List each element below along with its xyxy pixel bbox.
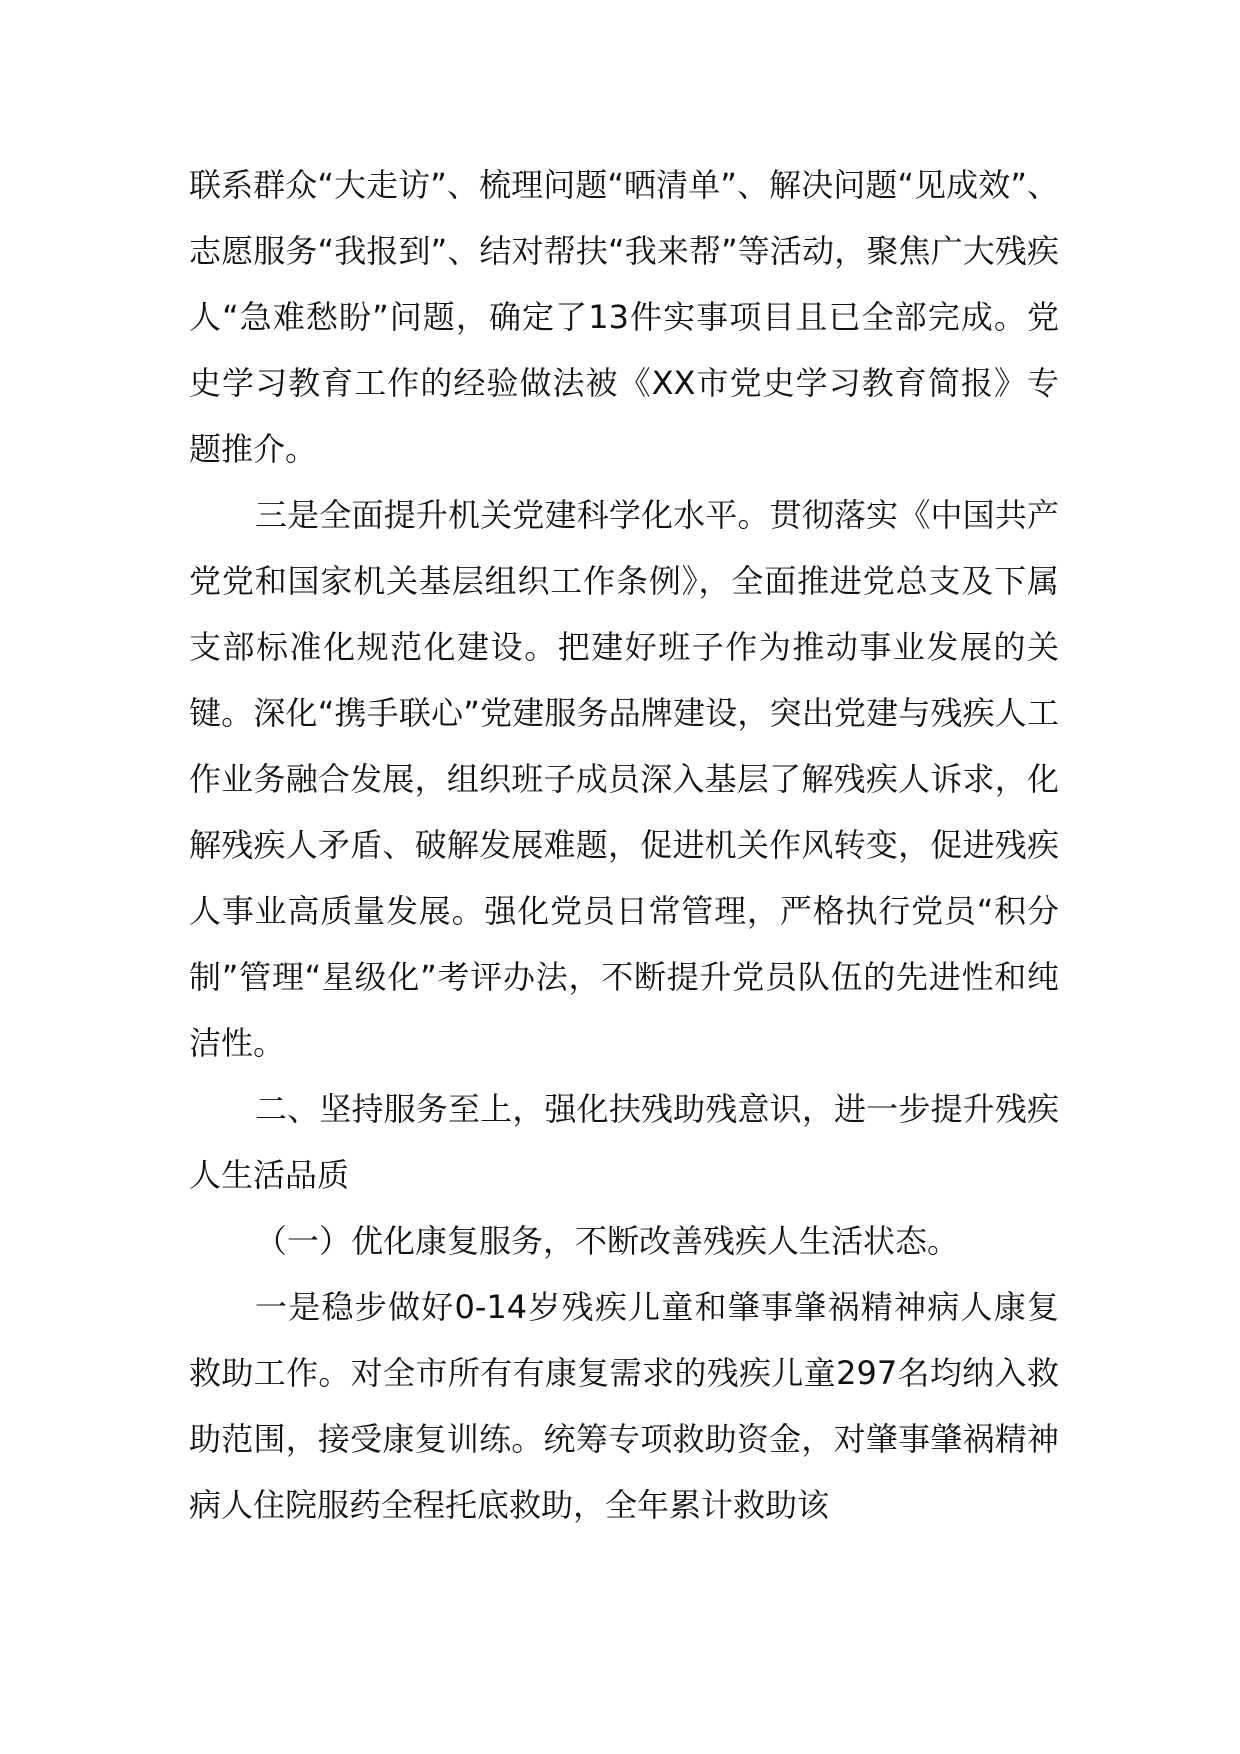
- paragraph-community-activities: 联系群众“大走访”、梳理问题“晒清单”、解决问题“见成效”、志愿服务“我报到”、结对帮扶“我来帮”等活动，聚焦广大残疾人“急难愁盼”问题，确定了13件实事项目且已全部完成。党史学习教育工作的经验做法被《XX市党史学习教育简报》专题推介。: [189, 166, 1059, 468]
- document-page: [189, 152, 1059, 1538]
- paragraph-rehabilitation-aid: 一是稳步做好0-14岁残疾儿童和肇事肇祸精神病人康复救助工作。对全市所有有康复需求的残疾儿童297名均纳入救助范围，接受康复训练。统筹专项救助资金，对肇事肇祸精神病人住院服药全程托底救助，全年累计救助该: [189, 1288, 1059, 1524]
- section-heading-service: 二、坚持服务至上，强化扶残助残意识，进一步提升残疾人生活品质: [189, 1090, 1059, 1194]
- paragraph-party-building: 三是全面提升机关党建科学化水平。贯彻落实《中国共产党党和国家机关基层组织工作条例》，全面推进党总支及下属支部标准化规范化建设。把建好班子作为推动事业发展的关键。深化“携手联心”党建服务品牌建设，突出党建与残疾人工作业务融合发展，组织班子成员深入基层了解残疾人诉求，化解残疾人矛盾、破解发展难题，促进机关作风转变，促进残疾人事业高质量发展。强化党员日常管理，严格执行党员“积分制”管理“星级化”考评办法，不断提升党员队伍的先进性和纯洁性。: [189, 496, 1059, 1062]
- subsection-heading-rehabilitation: （一）优化康复服务，不断改善残疾人生活状态。: [255, 1222, 960, 1260]
